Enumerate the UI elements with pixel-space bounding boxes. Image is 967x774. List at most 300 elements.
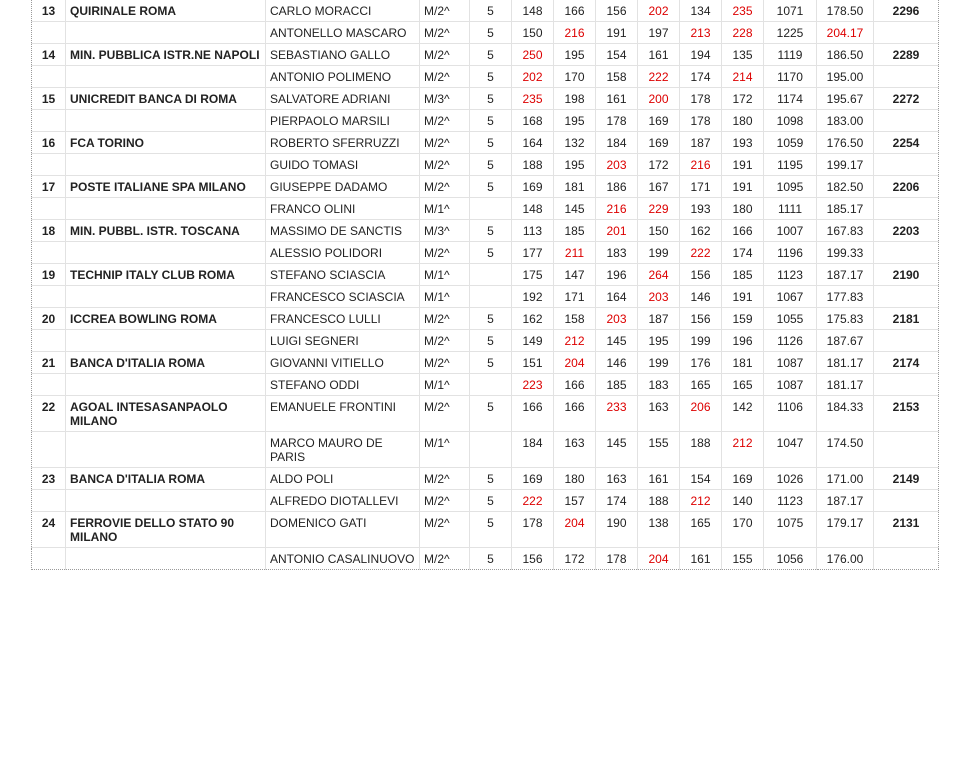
category-cell: M/3^ xyxy=(420,220,470,242)
player-average-cell: 183.00 xyxy=(817,110,874,132)
series-count-cell: 5 xyxy=(470,220,512,242)
team-total-cell: 2149 xyxy=(874,468,939,490)
game-score-cell: 135 xyxy=(722,44,764,66)
game-score-cell: 113 xyxy=(512,220,554,242)
player-average-cell: 167.83 xyxy=(817,220,874,242)
player-total-cell: 1075 xyxy=(764,512,817,548)
rank-cell xyxy=(32,548,66,570)
team-total-cell: 2254 xyxy=(874,132,939,154)
game-score-cell: 180 xyxy=(722,110,764,132)
game-score-cell: 166 xyxy=(512,396,554,432)
game-score-cell: 195 xyxy=(554,44,596,66)
team-cell: FCA TORINO xyxy=(66,132,266,154)
player-cell: ANTONIO CASALINUOVO xyxy=(266,548,420,570)
game-score-cell: 186 xyxy=(596,176,638,198)
category-cell: M/1^ xyxy=(420,264,470,286)
game-score-cell: 222 xyxy=(512,490,554,512)
standings-table-container xyxy=(31,0,938,570)
game-score-cell: 169 xyxy=(638,132,680,154)
player-average-cell: 184.33 xyxy=(817,396,874,432)
table-row xyxy=(32,66,939,88)
game-score-cell: 223 xyxy=(512,374,554,396)
team-total-cell xyxy=(874,286,939,308)
player-average-cell: 195.00 xyxy=(817,66,874,88)
player-cell: ALFREDO DIOTALLEVI xyxy=(266,490,420,512)
series-count-cell xyxy=(470,286,512,308)
game-score-cell: 172 xyxy=(722,88,764,110)
game-score-cell: 216 xyxy=(596,198,638,220)
game-score-cell: 213 xyxy=(680,22,722,44)
series-count-cell: 5 xyxy=(470,110,512,132)
game-score-cell: 184 xyxy=(596,132,638,154)
team-cell: FERROVIE DELLO STATO 90 MILANO xyxy=(66,512,266,548)
game-score-cell: 169 xyxy=(722,468,764,490)
game-score-cell: 178 xyxy=(596,110,638,132)
game-score-cell: 177 xyxy=(512,242,554,264)
team-cell: BANCA D'ITALIA ROMA xyxy=(66,468,266,490)
game-score-cell: 169 xyxy=(638,110,680,132)
rank-cell xyxy=(32,330,66,352)
rank-cell: 14 xyxy=(32,44,66,66)
series-count-cell: 5 xyxy=(470,330,512,352)
rank-cell xyxy=(32,286,66,308)
game-score-cell: 200 xyxy=(638,88,680,110)
player-total-cell: 1071 xyxy=(764,0,817,22)
table-row xyxy=(32,396,939,432)
team-total-cell: 2181 xyxy=(874,308,939,330)
player-average-cell: 177.83 xyxy=(817,286,874,308)
player-total-cell: 1170 xyxy=(764,66,817,88)
game-score-cell: 155 xyxy=(638,432,680,468)
team-total-cell: 2131 xyxy=(874,512,939,548)
player-cell: GUIDO TOMASI xyxy=(266,154,420,176)
series-count-cell xyxy=(470,264,512,286)
series-count-cell: 5 xyxy=(470,548,512,570)
game-score-cell: 159 xyxy=(722,308,764,330)
team-total-cell xyxy=(874,22,939,44)
game-score-cell: 164 xyxy=(512,132,554,154)
player-cell: PIERPAOLO MARSILI xyxy=(266,110,420,132)
player-average-cell: 176.00 xyxy=(817,548,874,570)
table-row xyxy=(32,110,939,132)
player-average-cell: 186.50 xyxy=(817,44,874,66)
player-cell: ANTONELLO MASCARO xyxy=(266,22,420,44)
team-total-cell xyxy=(874,110,939,132)
player-total-cell: 1106 xyxy=(764,396,817,432)
table-row xyxy=(32,286,939,308)
game-score-cell: 166 xyxy=(554,374,596,396)
player-cell: FRANCO OLINI xyxy=(266,198,420,220)
series-count-cell: 5 xyxy=(470,512,512,548)
player-average-cell: 187.17 xyxy=(817,490,874,512)
team-cell xyxy=(66,432,266,468)
game-score-cell: 216 xyxy=(680,154,722,176)
game-score-cell: 154 xyxy=(680,468,722,490)
team-cell xyxy=(66,330,266,352)
table-row xyxy=(32,490,939,512)
team-total-cell xyxy=(874,242,939,264)
player-average-cell: 182.50 xyxy=(817,176,874,198)
player-total-cell: 1047 xyxy=(764,432,817,468)
table-row xyxy=(32,308,939,330)
team-cell: TECHNIP ITALY CLUB ROMA xyxy=(66,264,266,286)
game-score-cell: 156 xyxy=(512,548,554,570)
game-score-cell: 150 xyxy=(638,220,680,242)
game-score-cell: 162 xyxy=(680,220,722,242)
series-count-cell: 5 xyxy=(470,242,512,264)
game-score-cell: 188 xyxy=(638,490,680,512)
team-cell: POSTE ITALIANE SPA MILANO xyxy=(66,176,266,198)
player-average-cell: 178.50 xyxy=(817,0,874,22)
team-total-cell: 2153 xyxy=(874,396,939,432)
player-cell: MARCO MAURO DE PARIS xyxy=(266,432,420,468)
player-average-cell: 181.17 xyxy=(817,352,874,374)
game-score-cell: 176 xyxy=(680,352,722,374)
category-cell: M/2^ xyxy=(420,512,470,548)
table-row xyxy=(32,88,939,110)
player-average-cell: 179.17 xyxy=(817,512,874,548)
team-cell xyxy=(66,548,266,570)
team-total-cell: 2289 xyxy=(874,44,939,66)
player-total-cell: 1119 xyxy=(764,44,817,66)
rank-cell: 16 xyxy=(32,132,66,154)
game-score-cell: 146 xyxy=(680,286,722,308)
game-score-cell: 203 xyxy=(596,154,638,176)
game-score-cell: 190 xyxy=(596,512,638,548)
team-total-cell xyxy=(874,198,939,220)
team-total-cell: 2296 xyxy=(874,0,939,22)
rank-cell xyxy=(32,22,66,44)
game-score-cell: 178 xyxy=(512,512,554,548)
player-average-cell: 185.17 xyxy=(817,198,874,220)
player-average-cell: 174.50 xyxy=(817,432,874,468)
player-total-cell: 1067 xyxy=(764,286,817,308)
player-total-cell: 1087 xyxy=(764,374,817,396)
team-total-cell xyxy=(874,490,939,512)
player-total-cell: 1126 xyxy=(764,330,817,352)
player-total-cell: 1098 xyxy=(764,110,817,132)
series-count-cell: 5 xyxy=(470,468,512,490)
team-cell xyxy=(66,198,266,220)
team-total-cell: 2206 xyxy=(874,176,939,198)
game-score-cell: 178 xyxy=(680,88,722,110)
series-count-cell xyxy=(470,198,512,220)
player-total-cell: 1174 xyxy=(764,88,817,110)
series-count-cell xyxy=(470,374,512,396)
game-score-cell: 196 xyxy=(596,264,638,286)
rank-cell: 24 xyxy=(32,512,66,548)
table-row xyxy=(32,154,939,176)
rank-cell: 13 xyxy=(32,0,66,22)
game-score-cell: 138 xyxy=(638,512,680,548)
rank-cell: 17 xyxy=(32,176,66,198)
standings-table xyxy=(31,0,939,570)
game-score-cell: 233 xyxy=(596,396,638,432)
table-row xyxy=(32,198,939,220)
game-score-cell: 145 xyxy=(596,432,638,468)
rank-cell xyxy=(32,154,66,176)
game-score-cell: 156 xyxy=(596,0,638,22)
game-score-cell: 180 xyxy=(722,198,764,220)
game-score-cell: 151 xyxy=(512,352,554,374)
game-score-cell: 169 xyxy=(512,468,554,490)
table-row xyxy=(32,176,939,198)
table-row xyxy=(32,330,939,352)
table-row xyxy=(32,468,939,490)
player-cell: SALVATORE ADRIANI xyxy=(266,88,420,110)
player-cell: ALESSIO POLIDORI xyxy=(266,242,420,264)
rank-cell: 21 xyxy=(32,352,66,374)
team-total-cell xyxy=(874,66,939,88)
team-cell: AGOAL INTESASANPAOLO MILANO xyxy=(66,396,266,432)
player-cell: GIOVANNI VITIELLO xyxy=(266,352,420,374)
team-total-cell xyxy=(874,432,939,468)
table-row xyxy=(32,374,939,396)
category-cell: M/2^ xyxy=(420,66,470,88)
game-score-cell: 204 xyxy=(554,352,596,374)
game-score-cell: 198 xyxy=(554,88,596,110)
game-score-cell: 191 xyxy=(722,176,764,198)
category-cell: M/1^ xyxy=(420,374,470,396)
game-score-cell: 170 xyxy=(554,66,596,88)
game-score-cell: 214 xyxy=(722,66,764,88)
player-cell: DOMENICO GATI xyxy=(266,512,420,548)
player-cell: ROBERTO SFERRUZZI xyxy=(266,132,420,154)
category-cell: M/2^ xyxy=(420,0,470,22)
game-score-cell: 183 xyxy=(596,242,638,264)
game-score-cell: 166 xyxy=(554,396,596,432)
player-average-cell: 195.67 xyxy=(817,88,874,110)
rank-cell: 19 xyxy=(32,264,66,286)
game-score-cell: 147 xyxy=(554,264,596,286)
game-score-cell: 170 xyxy=(722,512,764,548)
team-total-cell xyxy=(874,330,939,352)
game-score-cell: 148 xyxy=(512,0,554,22)
player-cell: EMANUELE FRONTINI xyxy=(266,396,420,432)
category-cell: M/2^ xyxy=(420,396,470,432)
game-score-cell: 199 xyxy=(638,242,680,264)
game-score-cell: 166 xyxy=(722,220,764,242)
game-score-cell: 235 xyxy=(512,88,554,110)
game-score-cell: 171 xyxy=(680,176,722,198)
rank-cell: 23 xyxy=(32,468,66,490)
team-cell xyxy=(66,66,266,88)
team-cell xyxy=(66,154,266,176)
game-score-cell: 199 xyxy=(638,352,680,374)
player-average-cell: 187.17 xyxy=(817,264,874,286)
player-total-cell: 1123 xyxy=(764,264,817,286)
game-score-cell: 161 xyxy=(638,468,680,490)
player-cell: FRANCESCO SCIASCIA xyxy=(266,286,420,308)
series-count-cell: 5 xyxy=(470,154,512,176)
game-score-cell: 145 xyxy=(596,330,638,352)
game-score-cell: 185 xyxy=(554,220,596,242)
player-total-cell: 1055 xyxy=(764,308,817,330)
game-score-cell: 216 xyxy=(554,22,596,44)
team-cell xyxy=(66,22,266,44)
category-cell: M/2^ xyxy=(420,352,470,374)
game-score-cell: 178 xyxy=(596,548,638,570)
player-average-cell: 175.83 xyxy=(817,308,874,330)
category-cell: M/2^ xyxy=(420,242,470,264)
player-average-cell: 204.17 xyxy=(817,22,874,44)
series-count-cell: 5 xyxy=(470,132,512,154)
team-cell xyxy=(66,286,266,308)
table-row xyxy=(32,132,939,154)
player-total-cell: 1095 xyxy=(764,176,817,198)
game-score-cell: 161 xyxy=(638,44,680,66)
game-score-cell: 222 xyxy=(638,66,680,88)
game-score-cell: 166 xyxy=(554,0,596,22)
game-score-cell: 185 xyxy=(596,374,638,396)
team-total-cell: 2272 xyxy=(874,88,939,110)
game-score-cell: 235 xyxy=(722,0,764,22)
series-count-cell: 5 xyxy=(470,88,512,110)
table-row xyxy=(32,242,939,264)
team-total-cell: 2190 xyxy=(874,264,939,286)
game-score-cell: 250 xyxy=(512,44,554,66)
game-score-cell: 171 xyxy=(554,286,596,308)
player-cell: ALDO POLI xyxy=(266,468,420,490)
game-score-cell: 146 xyxy=(596,352,638,374)
category-cell: M/2^ xyxy=(420,176,470,198)
game-score-cell: 203 xyxy=(596,308,638,330)
series-count-cell: 5 xyxy=(470,22,512,44)
team-cell xyxy=(66,110,266,132)
game-score-cell: 202 xyxy=(512,66,554,88)
team-cell: MIN. PUBBLICA ISTR.NE NAPOLI xyxy=(66,44,266,66)
player-cell: ANTONIO POLIMENO xyxy=(266,66,420,88)
game-score-cell: 212 xyxy=(554,330,596,352)
game-score-cell: 196 xyxy=(722,330,764,352)
rank-cell xyxy=(32,110,66,132)
game-score-cell: 174 xyxy=(722,242,764,264)
player-cell: STEFANO SCIASCIA xyxy=(266,264,420,286)
player-total-cell: 1087 xyxy=(764,352,817,374)
rank-cell: 22 xyxy=(32,396,66,432)
game-score-cell: 195 xyxy=(638,330,680,352)
team-cell: MIN. PUBBL. ISTR. TOSCANA xyxy=(66,220,266,242)
game-score-cell: 162 xyxy=(512,308,554,330)
game-score-cell: 164 xyxy=(596,286,638,308)
series-count-cell xyxy=(470,432,512,468)
game-score-cell: 172 xyxy=(638,154,680,176)
player-average-cell: 199.17 xyxy=(817,154,874,176)
team-total-cell xyxy=(874,374,939,396)
player-cell: SEBASTIANO GALLO xyxy=(266,44,420,66)
game-score-cell: 191 xyxy=(722,154,764,176)
player-cell: MASSIMO DE SANCTIS xyxy=(266,220,420,242)
table-row xyxy=(32,220,939,242)
standings-rows xyxy=(32,0,939,570)
game-score-cell: 169 xyxy=(512,176,554,198)
team-cell xyxy=(66,374,266,396)
category-cell: M/1^ xyxy=(420,286,470,308)
player-cell: CARLO MORACCI xyxy=(266,0,420,22)
series-count-cell: 5 xyxy=(470,176,512,198)
game-score-cell: 149 xyxy=(512,330,554,352)
game-score-cell: 199 xyxy=(680,330,722,352)
team-cell xyxy=(66,490,266,512)
game-score-cell: 222 xyxy=(680,242,722,264)
game-score-cell: 206 xyxy=(680,396,722,432)
rank-cell xyxy=(32,66,66,88)
game-score-cell: 172 xyxy=(554,548,596,570)
series-count-cell: 5 xyxy=(470,0,512,22)
game-score-cell: 229 xyxy=(638,198,680,220)
game-score-cell: 158 xyxy=(554,308,596,330)
game-score-cell: 211 xyxy=(554,242,596,264)
game-score-cell: 194 xyxy=(680,44,722,66)
player-cell: FRANCESCO LULLI xyxy=(266,308,420,330)
game-score-cell: 168 xyxy=(512,110,554,132)
player-total-cell: 1026 xyxy=(764,468,817,490)
game-score-cell: 165 xyxy=(680,374,722,396)
table-row xyxy=(32,44,939,66)
category-cell: M/2^ xyxy=(420,22,470,44)
category-cell: M/3^ xyxy=(420,88,470,110)
game-score-cell: 193 xyxy=(722,132,764,154)
player-total-cell: 1195 xyxy=(764,154,817,176)
rank-cell xyxy=(32,374,66,396)
category-cell: M/2^ xyxy=(420,490,470,512)
category-cell: M/1^ xyxy=(420,198,470,220)
game-score-cell: 165 xyxy=(680,512,722,548)
game-score-cell: 204 xyxy=(554,512,596,548)
team-cell: ICCREA BOWLING ROMA xyxy=(66,308,266,330)
team-total-cell xyxy=(874,154,939,176)
game-score-cell: 204 xyxy=(638,548,680,570)
table-row xyxy=(32,432,939,468)
series-count-cell: 5 xyxy=(470,66,512,88)
game-score-cell: 197 xyxy=(638,22,680,44)
category-cell: M/2^ xyxy=(420,548,470,570)
table-row xyxy=(32,548,939,570)
game-score-cell: 174 xyxy=(680,66,722,88)
game-score-cell: 192 xyxy=(512,286,554,308)
rank-cell: 20 xyxy=(32,308,66,330)
player-average-cell: 176.50 xyxy=(817,132,874,154)
rank-cell xyxy=(32,432,66,468)
game-score-cell: 203 xyxy=(638,286,680,308)
player-cell: LUIGI SEGNERI xyxy=(266,330,420,352)
game-score-cell: 181 xyxy=(554,176,596,198)
series-count-cell: 5 xyxy=(470,44,512,66)
game-score-cell: 180 xyxy=(554,468,596,490)
game-score-cell: 155 xyxy=(722,548,764,570)
category-cell: M/2^ xyxy=(420,110,470,132)
game-score-cell: 150 xyxy=(512,22,554,44)
game-score-cell: 161 xyxy=(680,548,722,570)
player-total-cell: 1196 xyxy=(764,242,817,264)
game-score-cell: 175 xyxy=(512,264,554,286)
game-score-cell: 212 xyxy=(680,490,722,512)
player-total-cell: 1111 xyxy=(764,198,817,220)
game-score-cell: 158 xyxy=(596,66,638,88)
game-score-cell: 202 xyxy=(638,0,680,22)
rank-cell: 15 xyxy=(32,88,66,110)
team-total-cell: 2203 xyxy=(874,220,939,242)
game-score-cell: 157 xyxy=(554,490,596,512)
game-score-cell: 228 xyxy=(722,22,764,44)
category-cell: M/2^ xyxy=(420,132,470,154)
category-cell: M/1^ xyxy=(420,432,470,468)
series-count-cell: 5 xyxy=(470,308,512,330)
game-score-cell: 264 xyxy=(638,264,680,286)
team-total-cell xyxy=(874,548,939,570)
game-score-cell: 163 xyxy=(554,432,596,468)
game-score-cell: 156 xyxy=(680,308,722,330)
